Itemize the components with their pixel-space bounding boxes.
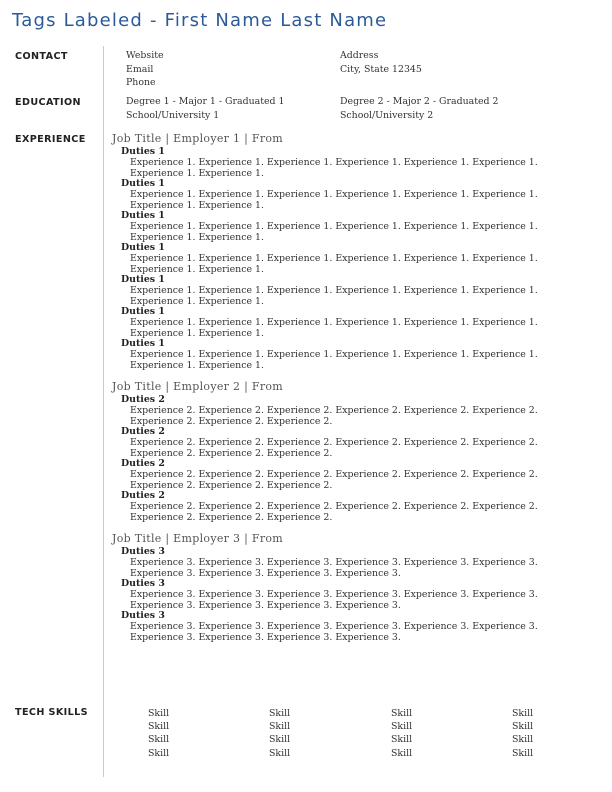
skill-item: Skill: [512, 708, 534, 719]
duty-line: Experience 2. Experience 2. Experience 2.: [130, 480, 333, 491]
skill-item: Skill: [512, 734, 534, 746]
duty-line: Experience 1. Experience 1.: [130, 200, 264, 211]
duty-text: [130, 349, 590, 371]
duty-text: [130, 621, 590, 643]
duty-line: Experience 3. Experience 3. Experience 3. Experience 3. Experience 3. Experience 3.: [130, 557, 538, 568]
duty-heading: Duties 3: [121, 578, 165, 589]
skill-item: Skill: [148, 734, 170, 746]
duty-text: [130, 189, 590, 211]
duty-line: Experience 2. Experience 2. Experience 2. Experience 2. Experience 2. Experience 2.: [130, 437, 538, 448]
job-title: Job Title | Employer 3 | From: [112, 532, 284, 545]
job-entry: [112, 132, 592, 371]
duty-line: Experience 1. Experience 1.: [130, 264, 264, 275]
duty-heading: Duties 1: [121, 178, 165, 189]
duty-heading: Duties 3: [121, 610, 165, 621]
contact-right: [340, 49, 422, 76]
duty-line: Experience 2. Experience 2. Experience 2.: [130, 448, 333, 459]
duty-heading: Duties 3: [121, 546, 165, 557]
skill-item: Skill: [269, 708, 291, 719]
duty-line: Experience 2. Experience 2. Experience 2.: [130, 512, 333, 523]
duty-block: [121, 147, 592, 179]
contact-website: Website: [126, 50, 164, 61]
skills-column: [512, 707, 602, 760]
skill-item: Skill: [269, 721, 291, 733]
duty-block: [121, 275, 592, 307]
duty-block: [121, 427, 592, 459]
skill-item: Skill: [512, 721, 534, 733]
skills-column: [269, 707, 359, 760]
job-title: Job Title | Employer 1 | From: [112, 132, 284, 145]
duty-text: [130, 157, 590, 179]
job-title: Job Title | Employer 2 | From: [112, 380, 284, 393]
duty-line: Experience 1. Experience 1.: [130, 296, 264, 307]
skills-grid: [148, 707, 608, 763]
skill-item: Skill: [391, 734, 413, 746]
education-school-2: School/University 2: [340, 109, 434, 121]
duty-block: [121, 307, 592, 339]
education-degree-2: Degree 2 - Major 2 - Graduated 2: [340, 96, 499, 107]
duty-line: Experience 1. Experience 1. Experience 1. Experience 1. Experience 1. Experience 1.: [130, 189, 538, 200]
duty-heading: Duties 1: [121, 210, 165, 221]
experience-list: [112, 132, 592, 652]
skill-item: Skill: [148, 708, 170, 719]
skill-item: Skill: [148, 721, 170, 733]
duty-line: Experience 2. Experience 2. Experience 2.: [130, 416, 333, 427]
education-school-1: School/University 1: [126, 109, 220, 121]
duty-line: Experience 1. Experience 1. Experience 1. Experience 1. Experience 1. Experience 1.: [130, 221, 538, 232]
contact-address: Address: [340, 50, 379, 61]
contact-phone: Phone: [126, 77, 156, 88]
skill-item: Skill: [391, 721, 413, 733]
duty-line: Experience 1. Experience 1. Experience 1. Experience 1. Experience 1. Experience 1.: [130, 349, 538, 360]
duty-line: Experience 2. Experience 2. Experience 2. Experience 2. Experience 2. Experience 2.: [130, 405, 538, 416]
section-label-education: EDUCATION: [15, 97, 81, 108]
duty-heading: Duties 1: [121, 306, 165, 317]
duty-line: Experience 3. Experience 3. Experience 3. Experience 3.: [130, 568, 401, 579]
contact-city-state: City, State 12345: [340, 63, 422, 75]
duty-heading: Duties 1: [121, 338, 165, 349]
skill-item: Skill: [391, 747, 413, 759]
duty-block: [121, 339, 592, 371]
education-right: [340, 95, 498, 122]
duty-line: Experience 3. Experience 3. Experience 3. Experience 3. Experience 3. Experience 3.: [130, 621, 538, 632]
duty-text: [130, 469, 590, 491]
duty-block: [121, 491, 592, 523]
skill-item: Skill: [148, 747, 170, 759]
duty-line: Experience 3. Experience 3. Experience 3. Experience 3.: [130, 600, 401, 611]
skill-item: Skill: [269, 734, 291, 746]
duty-line: Experience 1. Experience 1.: [130, 232, 264, 243]
duty-line: Experience 3. Experience 3. Experience 3. Experience 3. Experience 3. Experience 3.: [130, 589, 538, 600]
job-entry: [112, 532, 592, 643]
duty-text: [130, 557, 590, 579]
duty-line: Experience 2. Experience 2. Experience 2. Experience 2. Experience 2. Experience 2.: [130, 469, 538, 480]
duty-block: [121, 211, 592, 243]
duty-block: [121, 611, 592, 643]
job-entry: [112, 380, 592, 523]
duty-text: [130, 437, 590, 459]
duty-heading: Duties 2: [121, 394, 165, 405]
duty-text: [130, 285, 590, 307]
duty-line: Experience 1. Experience 1. Experience 1. Experience 1. Experience 1. Experience 1.: [130, 285, 538, 296]
duty-text: [130, 405, 590, 427]
duty-text: [130, 589, 590, 611]
duty-heading: Duties 2: [121, 490, 165, 501]
section-label-contact: CONTACT: [15, 51, 68, 62]
duty-heading: Duties 1: [121, 242, 165, 253]
skills-column: [391, 707, 481, 760]
education-degree-1: Degree 1 - Major 1 - Graduated 1: [126, 96, 285, 107]
section-label-experience: EXPERIENCE: [15, 134, 86, 145]
duty-line: Experience 1. Experience 1. Experience 1. Experience 1. Experience 1. Experience 1.: [130, 253, 538, 264]
page-title: Tags Labeled - First Name Last Name: [12, 10, 388, 31]
skill-item: Skill: [391, 708, 413, 719]
duty-text: [130, 221, 590, 243]
skills-column: [148, 707, 238, 760]
duty-line: Experience 1. Experience 1.: [130, 328, 264, 339]
duty-line: Experience 1. Experience 1.: [130, 168, 264, 179]
duty-block: [121, 459, 592, 491]
duty-heading: Duties 1: [121, 274, 165, 285]
education-left: [126, 95, 284, 122]
duty-text: [130, 501, 590, 523]
contact-email: Email: [126, 63, 154, 75]
duty-heading: Duties 1: [121, 146, 165, 157]
duty-heading: Duties 2: [121, 458, 165, 469]
duty-heading: Duties 2: [121, 426, 165, 437]
duty-line: Experience 3. Experience 3. Experience 3. Experience 3.: [130, 632, 401, 643]
duty-line: Experience 2. Experience 2. Experience 2. Experience 2. Experience 2. Experience 2.: [130, 501, 538, 512]
duty-block: [121, 179, 592, 211]
duty-block: [121, 579, 592, 611]
skill-item: Skill: [269, 747, 291, 759]
duty-block: [121, 243, 592, 275]
duty-line: Experience 1. Experience 1.: [130, 360, 264, 371]
duty-line: Experience 1. Experience 1. Experience 1. Experience 1. Experience 1. Experience 1.: [130, 157, 538, 168]
duty-text: [130, 317, 590, 339]
duty-line: Experience 1. Experience 1. Experience 1. Experience 1. Experience 1. Experience 1.: [130, 317, 538, 328]
skill-item: Skill: [512, 747, 534, 759]
duty-text: [130, 253, 590, 275]
duty-block: [121, 547, 592, 579]
section-label-tech-skills: TECH SKILLS: [15, 707, 88, 718]
duty-block: [121, 395, 592, 427]
section-divider-line: [103, 46, 104, 777]
contact-left: [126, 49, 164, 90]
